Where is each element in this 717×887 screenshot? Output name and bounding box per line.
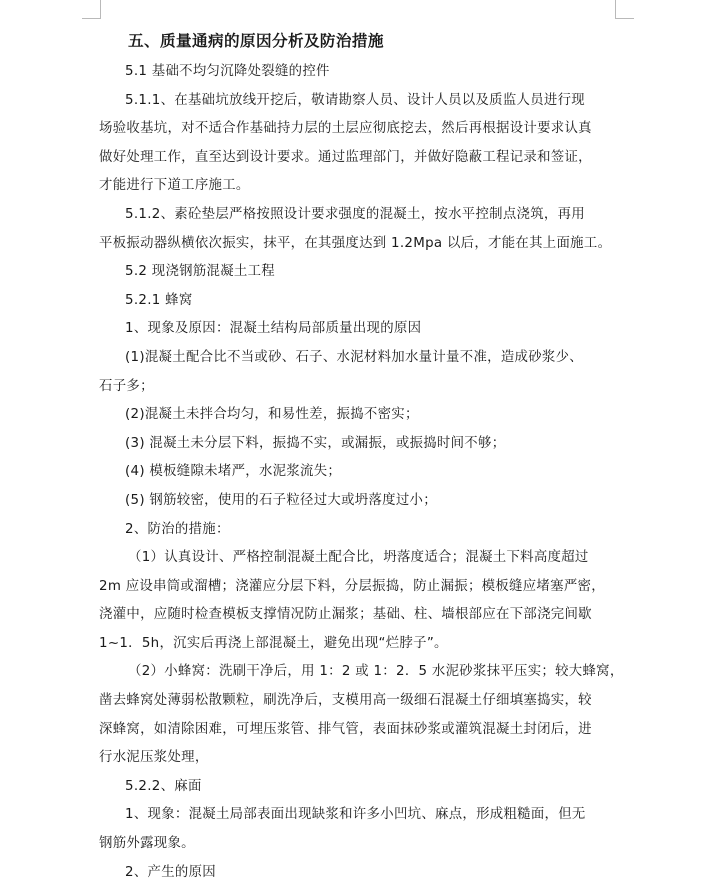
paragraph-line: 场验收基坑，对不适合作基础持力层的土层应彻底挖去，然后再根据设计要求认真 — [99, 121, 592, 137]
document-body — [99, 24, 624, 887]
paragraph-line: 1、现象：混凝土局部表面出现缺浆和许多小凹坑、麻点，形成粗糙面，但无 — [125, 807, 586, 823]
paragraph-line: (3) 混凝土未分层下料，振捣不实，或漏振，或振捣时间不够； — [125, 435, 506, 451]
section-heading: 五、质量通病的原因分析及防治措施 — [128, 31, 384, 50]
paragraph-line: 石子多； — [99, 378, 154, 394]
paragraph-line: 行水泥压浆处理， — [99, 750, 209, 766]
paragraph-line: 5.1.1、在基础坑放线开挖后，敬请勘察人员、设计人员以及质监人员进行现 — [125, 92, 585, 108]
subsection-heading: 5.2 现浇钢筋混凝土工程 — [125, 264, 275, 280]
paragraph-line: （2）小蜂窝：洗刷干净后，用 1：2 或 1：2．5 水泥砂浆抹平压实；较大蜂窝， — [128, 664, 624, 680]
paragraph-line: （1）认真设计、严格控制混凝土配合比，坍落度适合；混凝土下料高度超过 — [128, 550, 589, 566]
paragraph-line: 2m 应设串筒或溜槽；浇灌应分层下料，分层振捣，防止漏振；模板缝应堵塞严密， — [99, 578, 605, 594]
paragraph-line: 2、产生的原因 — [125, 864, 216, 880]
paragraph-line: 5.1.2、素砼垫层严格按照设计要求强度的混凝土，按水平控制点浇筑，再用 — [125, 206, 585, 222]
paragraph-line: (4) 模板缝隙未堵严，水泥浆流失； — [125, 464, 342, 480]
paragraph-line: 平板振动器纵横依次振实，抹平，在其强度达到 1.2Mpa 以后，才能在其上面施工。 — [99, 235, 612, 251]
paragraph-line: 凿去蜂窝处薄弱松散颗粒，刷洗净后，支模用高一级细石混凝土仔细填塞捣实，较 — [99, 693, 592, 709]
paragraph-line: 1、现象及原因：混凝土结构局部质量出现的原因 — [125, 321, 422, 337]
paragraph-line: 深蜂窝，如清除困难，可埋压浆管、排气管，表面抹砂浆或灌筑混凝土封闭后，进 — [99, 721, 592, 737]
paragraph-line: 做好处理工作，直至达到设计要求。通过监理部门，并做好隐蔽工程记录和签证， — [99, 149, 592, 165]
paragraph-line: 才能进行下道工序施工。 — [99, 178, 250, 194]
crop-mark-top-right — [615, 0, 634, 19]
crop-mark-top-left — [82, 0, 101, 19]
subsection-heading: 5.2.2、麻面 — [125, 778, 202, 794]
paragraph-line: (5) 钢筋较密，使用的石子粒径过大或坍落度过小； — [125, 492, 437, 508]
paragraph-line: 浇灌中，应随时检查模板支撑情况防止漏浆；基础、柱、墙根部应在下部浇完间歇 — [99, 607, 592, 623]
paragraph-line: 钢筋外露现象。 — [99, 836, 195, 852]
subsection-heading: 5.2.1 蜂窝 — [125, 292, 193, 308]
paragraph-line: 1~1．5h，沉实后再浇上部混凝土，避免出现“烂脖子”。 — [99, 635, 448, 651]
paragraph-line: 2、防治的措施： — [125, 521, 230, 537]
paragraph-line: (2)混凝土未拌合均匀，和易性差，振捣不密实； — [125, 407, 419, 423]
paragraph-line: (1)混凝土配合比不当或砂、石子、水泥材料加水量计量不准，造成砂浆少、 — [125, 349, 583, 365]
subsection-heading: 5.1 基础不均匀沉降处裂缝的控件 — [125, 64, 330, 79]
